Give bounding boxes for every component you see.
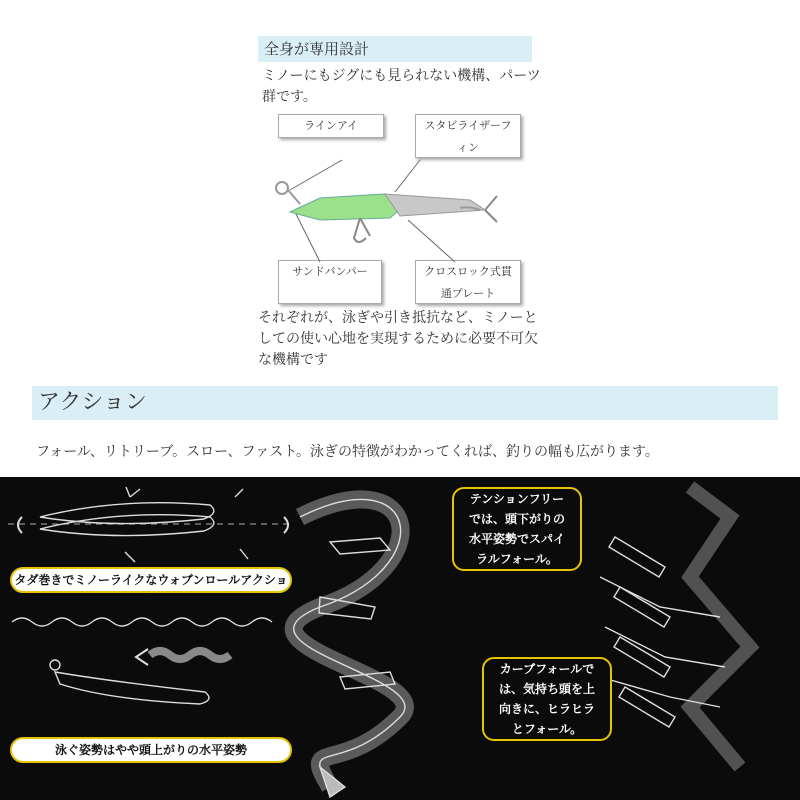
line-eye-ring xyxy=(276,182,288,194)
rear-hook xyxy=(485,196,497,222)
leader-line-fin xyxy=(395,160,420,192)
spiral-path xyxy=(294,499,405,787)
leader-line-plate xyxy=(408,220,455,262)
curve-fall-lures xyxy=(609,537,675,727)
design-outro-text: それぞれが、泳ぎや引き抵抗など、ミノーとしての使い心地を実現するために必要不可欠な機構です xyxy=(258,310,538,368)
callout-stabilizer-fin: スタビライザーフィン xyxy=(415,114,521,158)
swim-lure xyxy=(55,672,209,704)
design-intro-text: ミノーにもジグにも見られない機構、パーツ群です。 xyxy=(262,68,541,105)
label-curve-fall: カーブフォールでは、気持ち頭を上向きに、ヒラヒラとフォール。 xyxy=(482,657,612,741)
leader-line-eye xyxy=(290,160,342,190)
section-title-design: 全身が専用設計 xyxy=(258,36,532,62)
swim-lure-eye xyxy=(50,660,60,670)
lure-plate xyxy=(385,194,485,216)
curve-fall-path xyxy=(690,487,750,767)
callout-sand-bumper: サンドバンパー xyxy=(278,260,382,304)
label-roll-action: タダ巻きでミノーライクなウォブンロールアクション xyxy=(10,567,292,593)
section-title-action: アクション xyxy=(32,386,778,420)
label-spiral-fall: テンションフリーでは、頭下がりの水平姿勢でスパイラルフォール。 xyxy=(452,487,582,571)
action-diagram xyxy=(0,477,800,800)
wave-line xyxy=(12,618,272,626)
callout-cross-lock-plate: クロスロック式貫通プレート xyxy=(415,260,521,304)
label-swim-posture: 泳ぐ姿勢はやや頭上がりの水平姿勢 xyxy=(10,737,292,763)
callout-line-eye: ラインアイ xyxy=(278,114,384,138)
wave-arrow xyxy=(150,651,230,659)
lure-illustration xyxy=(260,150,540,270)
belly-hook xyxy=(354,218,370,242)
action-description-text: フォール、リトリーブ。スロー、ファスト。泳ぎの特徴がわかってくれば、釣りの幅も広がります。 xyxy=(36,444,659,460)
roll-lure-bottom xyxy=(40,515,214,536)
roll-lure-top xyxy=(40,503,214,524)
